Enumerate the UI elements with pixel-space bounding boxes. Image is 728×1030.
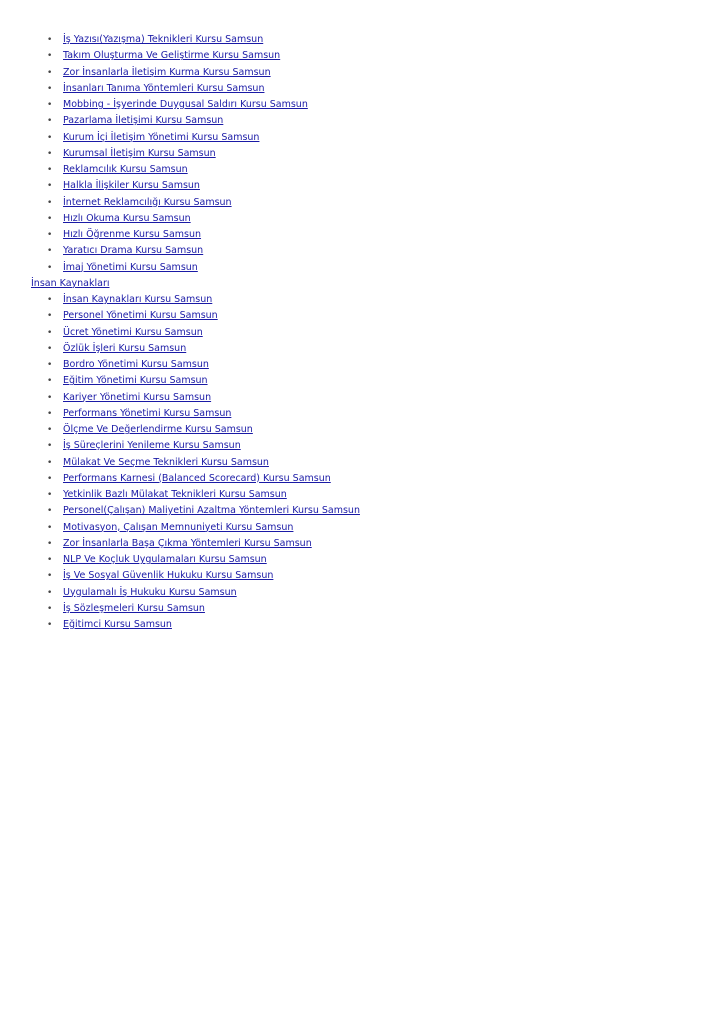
course-link[interactable]: Yaratıcı Drama Kursu Samsun <box>63 245 204 257</box>
bullet: • <box>47 100 53 110</box>
course-link[interactable]: Kurumsal İletişim Kursu Samsun <box>63 147 216 159</box>
course-link[interactable]: İnsan Kaynakları Kursu Samsun <box>63 294 213 305</box>
bullet: • <box>47 360 53 370</box>
list-item <box>47 357 707 373</box>
course-link[interactable]: Performans Yönetimi Kursu Samsun <box>63 407 232 419</box>
course-link[interactable]: Mobbing - İşyerinde Duygusal Saldırı Kursu Samsun <box>63 99 308 110</box>
list-item <box>47 195 707 211</box>
bullet: • <box>47 555 53 565</box>
bullet: • <box>47 51 53 62</box>
course-link[interactable]: Yetkinlik Bazlı Mülakat Teknikleri Kursu Samsun <box>63 489 287 500</box>
bullet: • <box>47 83 53 94</box>
list-item <box>47 162 707 178</box>
list-item <box>47 260 707 276</box>
course-link[interactable]: Eğitim Yönetimi Kursu Samsun <box>63 375 208 387</box>
course-link[interactable]: İmaj Yönetimi Kursu Samsun <box>63 261 198 273</box>
course-link[interactable]: Personel Yönetimi Kursu Samsun <box>63 310 218 322</box>
bullet: • <box>47 457 53 468</box>
course-link[interactable]: İş Sözleşmeleri Kursu Samsun <box>63 602 205 614</box>
course-link[interactable]: Ücret Yönetimi Kursu Samsun <box>63 326 203 338</box>
course-link[interactable]: NLP Ve Koçluk Uygulamaları Kursu Samsun <box>63 554 267 565</box>
list-item <box>47 438 707 454</box>
course-link[interactable]: Kurum İçi İletişim Yönetimi Kursu Samsun <box>63 131 260 143</box>
bullet: • <box>47 230 53 240</box>
course-link[interactable]: Personel(Çalışan) Maliyetini Azaltma Yöntemleri Kursu Samsun <box>63 505 360 517</box>
list-item <box>47 520 707 536</box>
bullet: • <box>47 132 53 143</box>
bullet: • <box>47 408 53 419</box>
list-item <box>47 97 707 113</box>
bullet: • <box>47 587 53 598</box>
course-list <box>31 32 707 633</box>
list-item <box>47 568 707 584</box>
list-item <box>47 32 707 48</box>
bullet: • <box>47 425 53 435</box>
list-item <box>47 178 707 194</box>
list-item <box>47 130 707 146</box>
list-item <box>47 81 707 97</box>
bullet: • <box>47 490 53 500</box>
list-item <box>47 146 707 162</box>
course-link[interactable]: Eğitimci Kursu Samsun <box>63 619 172 630</box>
course-link[interactable]: İş Ve Sosyal Güvenlik Hukuku Kursu Samsun <box>63 570 274 582</box>
section-heading[interactable] <box>31 276 692 292</box>
bullet: • <box>47 441 53 452</box>
bullet: • <box>47 116 53 127</box>
section-heading-link[interactable]: İnsan Kaynakları <box>31 277 110 289</box>
course-link[interactable]: Kariyer Yönetimi Kursu Samsun <box>63 391 212 403</box>
bullet: • <box>47 571 53 582</box>
list-item <box>47 503 707 519</box>
bullet: • <box>47 343 53 354</box>
course-link[interactable]: Mülakat Ve Seçme Teknikleri Kursu Samsun <box>63 456 269 468</box>
course-link[interactable]: İnternet Reklamcılığı Kursu Samsun <box>63 196 232 208</box>
list-item <box>47 617 707 633</box>
bullet: • <box>47 262 53 273</box>
list-item <box>47 406 707 422</box>
bullet: • <box>47 473 53 484</box>
bullet: • <box>47 197 53 208</box>
course-link[interactable]: İnsanları Tanıma Yöntemleri Kursu Samsun <box>63 82 265 94</box>
bullet: • <box>47 295 53 305</box>
list-item <box>47 601 707 617</box>
course-link[interactable]: Pazarlama İletişimi Kursu Samsun <box>63 115 224 127</box>
course-link[interactable]: Zor İnsanlarla İletişim Kurma Kursu Samsun <box>63 66 271 78</box>
list-item <box>47 471 707 487</box>
bullet: • <box>47 311 53 322</box>
bullet: • <box>47 392 53 403</box>
bullet: • <box>47 148 53 159</box>
course-link[interactable]: İş Süreçlerini Yenileme Kursu Samsun <box>63 440 241 452</box>
list-item <box>47 325 707 341</box>
bullet: • <box>47 327 53 338</box>
bullet: • <box>47 165 53 175</box>
course-link[interactable]: Reklamcılık Kursu Samsun <box>63 164 188 175</box>
bullet: • <box>47 213 53 224</box>
list-item <box>47 552 707 568</box>
bullet: • <box>47 603 53 614</box>
course-link[interactable]: Özlük İşleri Kursu Samsun <box>63 342 187 354</box>
list-item <box>47 536 707 552</box>
list-item <box>47 308 707 324</box>
bullet: • <box>47 376 53 387</box>
list-item <box>47 422 707 438</box>
bullet: • <box>47 35 53 45</box>
list-item <box>47 373 707 389</box>
course-link[interactable]: Hızlı Okuma Kursu Samsun <box>63 212 191 224</box>
list-item <box>47 487 707 503</box>
course-link[interactable]: İş Yazısı(Yazışma) Teknikleri Kursu Samsun <box>63 34 264 45</box>
list-item <box>47 227 707 243</box>
bullet: • <box>47 522 53 533</box>
list-item <box>47 292 707 308</box>
course-link[interactable]: Performans Karnesi (Balanced Scorecard) Kursu Samsun <box>63 472 331 484</box>
course-link[interactable]: Ölçme Ve Değerlendirme Kursu Samsun <box>63 424 253 435</box>
course-link[interactable]: Uygulamalı İş Hukuku Kursu Samsun <box>63 586 237 598</box>
list-item <box>47 113 707 129</box>
course-link[interactable]: Halkla İlişkiler Kursu Samsun <box>63 180 200 192</box>
list-item <box>47 341 707 357</box>
list-item <box>47 243 707 259</box>
course-link[interactable]: Zor İnsanlarla Başa Çıkma Yöntemleri Kursu Samsun <box>63 537 312 549</box>
list-item <box>47 390 707 406</box>
bullet: • <box>47 506 53 517</box>
list-item <box>47 65 707 81</box>
list-item <box>47 211 707 227</box>
list-item <box>47 455 707 471</box>
course-link[interactable]: Takım Oluşturma Ve Geliştirme Kursu Samsun <box>63 50 281 62</box>
bullet: • <box>47 538 53 549</box>
bullet: • <box>47 67 53 78</box>
course-link[interactable]: Motivasyon, Çalışan Memnuniyeti Kursu Samsun <box>63 521 294 533</box>
bullet: • <box>47 181 53 192</box>
course-link[interactable]: Hızlı Öğrenme Kursu Samsun <box>63 229 202 240</box>
bullet: • <box>47 246 53 257</box>
course-link[interactable]: Bordro Yönetimi Kursu Samsun <box>63 359 209 370</box>
list-item <box>47 48 707 64</box>
list-item <box>47 585 707 601</box>
bullet: • <box>47 620 53 630</box>
